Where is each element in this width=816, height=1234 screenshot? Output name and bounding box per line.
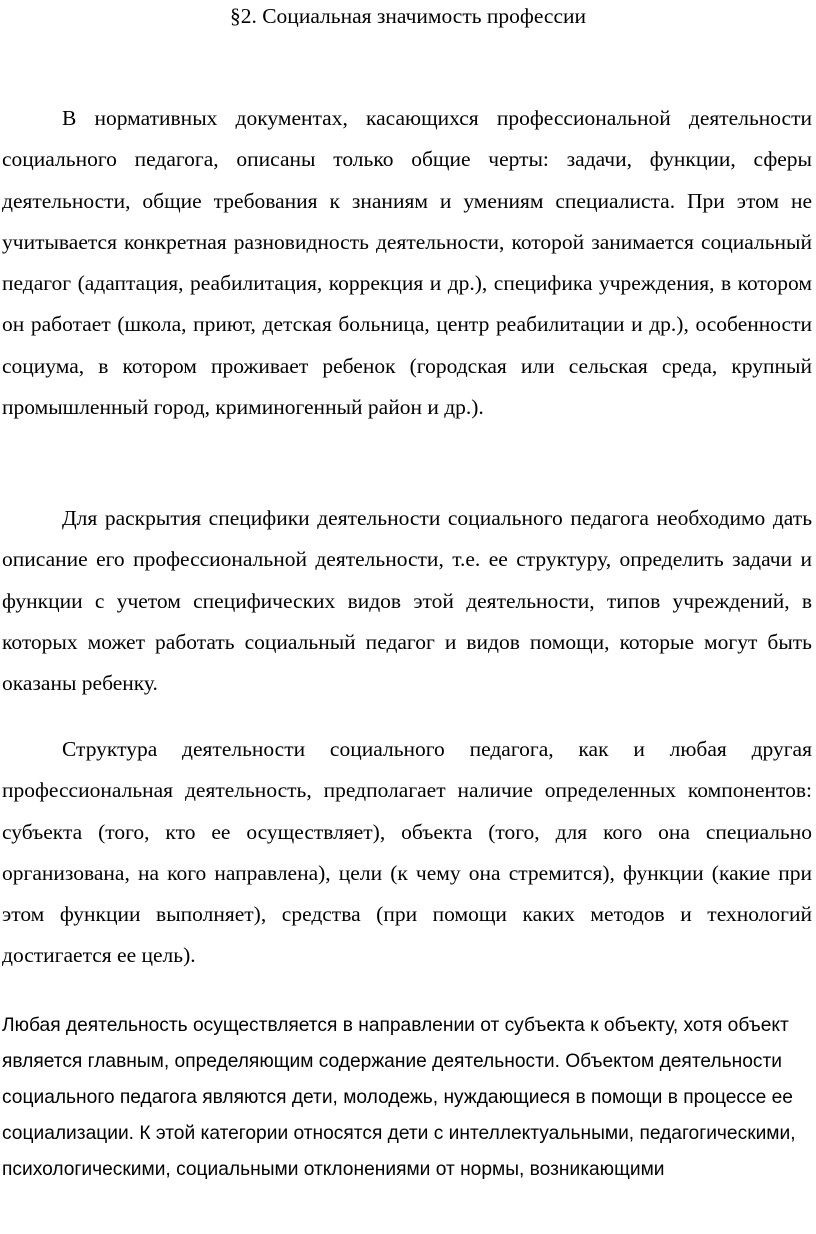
paragraph-2: Для раскрытия специфики деятельности социального педагога необходимо дать описание его профессиональной деятельности, т.е. ее структуру, определить задачи и функции с учетом специфических видов этой деятельности, типов учреждений, в которых может работать социальный педагог и видов помощи, которые могут быть оказаны ребенку. bbox=[2, 506, 812, 696]
closing-paragraph: Любая деятельность осуществляется в направлении от субъекта к объекту, хотя объект является главным, определяющим содержание деятельности. Объектом деятельности социального педагога являются дети, молодежь, нуждающиеся в помощи в процессе ее социализации. К этой категории относятся дети с интеллектуальными, педагогическими, психологическими, социальными отклонениями от нормы, возникающими bbox=[2, 1015, 796, 1180]
paragraph-3: Структура деятельности социального педагога, как и любая другая профессиональная деятельность, предполагает наличие определенных компонентов: субъекта (того, кто ее осуществляет), объекта (того, для кого она специально организована, на кого направлена), цели (к чему она стремится), функции (какие при этом функции выполняет), средства (при помощи каких методов и технологий достигается ее цель). bbox=[2, 737, 812, 968]
section-title: §2. Социальная значимость профессии bbox=[229, 4, 587, 28]
paragraph-1: В нормативных документах, касающихся профессиональной деятельности социального педагога, описаны только общие черты: задачи, функции, сферы деятельности, общие требования к знаниям и умениям специалиста. При этом не учитывается конкретная разновидность деятельности, которой занимается социальный педагог (адаптация, реабилитация, коррекция и др.), специфика учреждения, в котором он работает (школа, приют, детская больница, центр реабилитации и др.), особенности социума, в котором проживает ребенок (городская или сельская среда, крупный промышленный город, криминогенный район и др.). bbox=[2, 106, 812, 420]
